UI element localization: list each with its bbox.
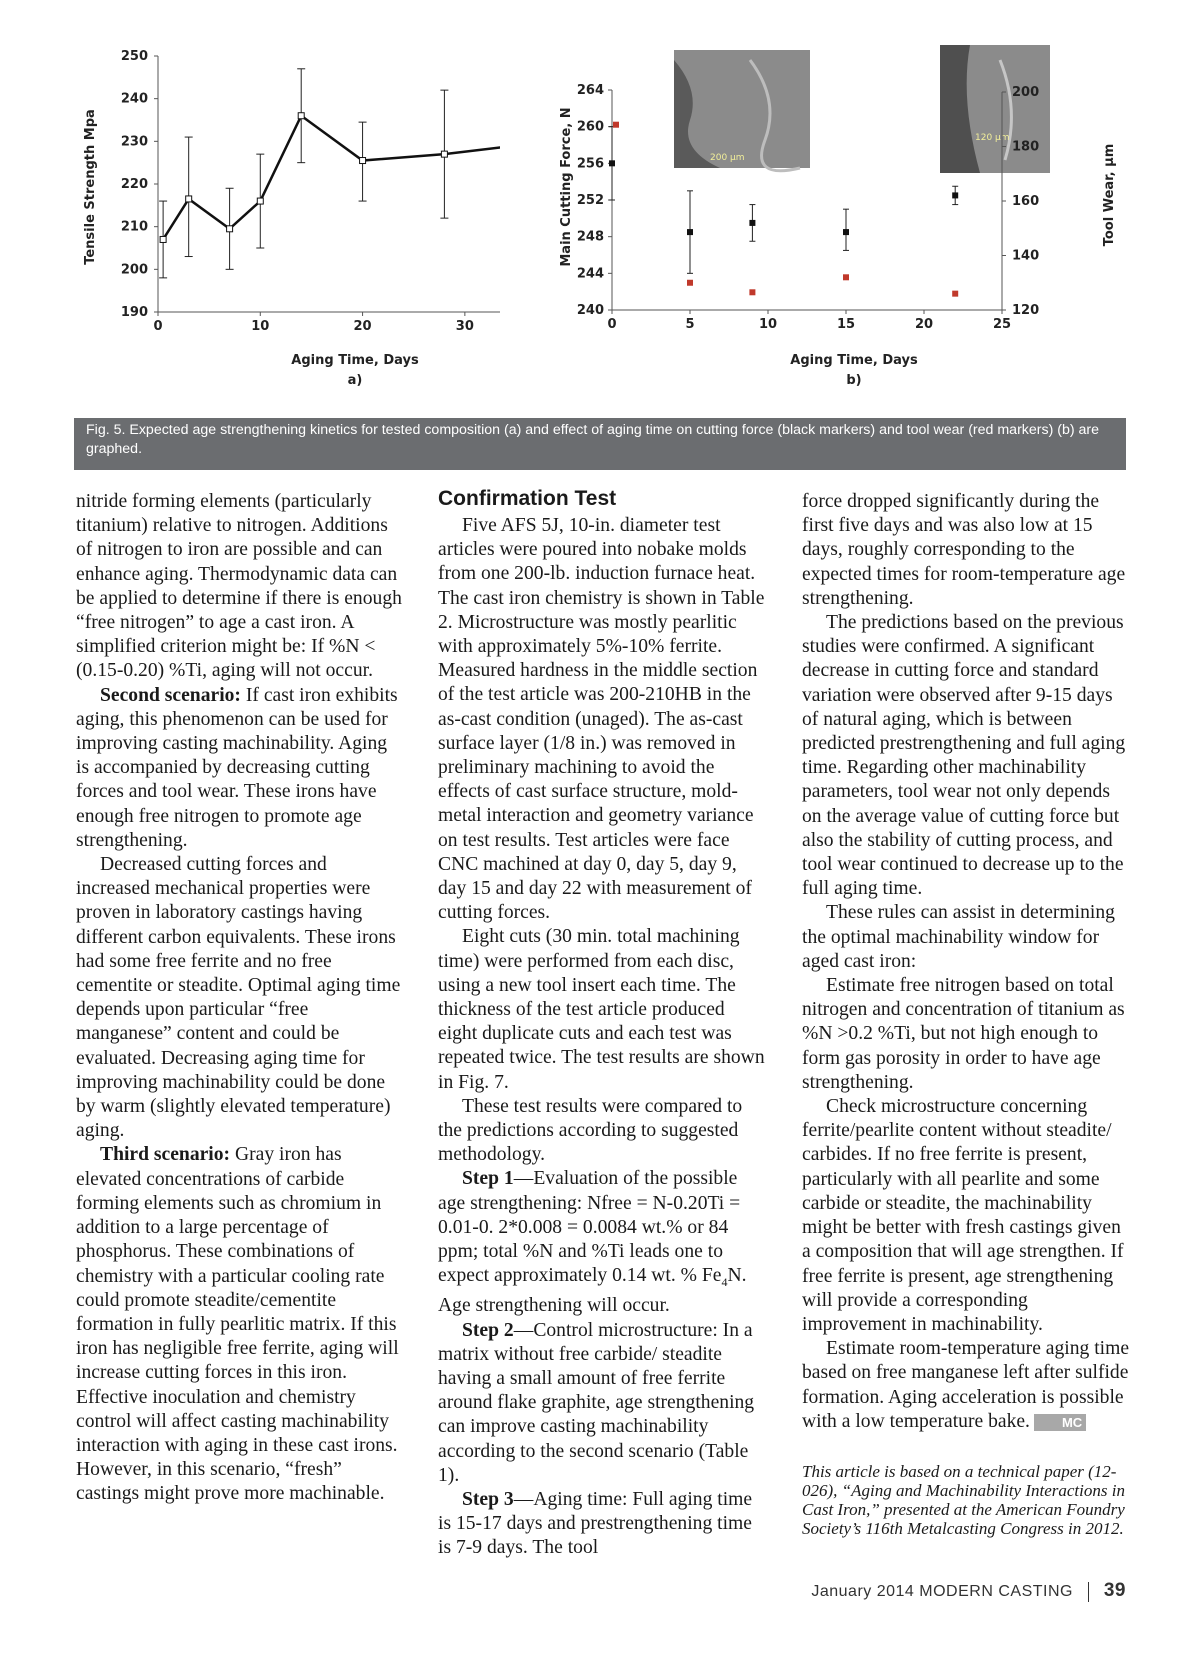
text-column-3 bbox=[802, 490, 1130, 1538]
series-line bbox=[163, 116, 500, 240]
chart-a-axes bbox=[154, 56, 500, 316]
x-tick-label: 0 bbox=[607, 317, 617, 332]
y-tick-label: 210 bbox=[120, 219, 148, 235]
chart-a-panel-label: a) bbox=[347, 373, 363, 388]
step-lead: Step 1 bbox=[462, 1168, 514, 1190]
tensile-strength-chart bbox=[60, 0, 500, 400]
x-tick-label: 10 bbox=[251, 319, 270, 334]
page-number: 39 bbox=[1103, 1580, 1126, 1601]
y-tick-label: 264 bbox=[576, 83, 604, 98]
paragraph bbox=[438, 1488, 766, 1561]
paragraph-text: Gray iron has elevated concentrations of carbide forming elements such as chromium in addition to a large percentage of phosphorus. These combinations of chemistry with a particular cooling rate could promote steadite/cementite formation in fully pearlitic matrix. If this iron has negligible free ferrite, aging will increase cutting forces in this iron. Effective inoculation and chemistry control will affect casting machinability interaction with aging in these cast irons. However, in this scenario, “fresh” castings might prove more machinable. bbox=[76, 1144, 399, 1505]
cutting-force-tool-wear-chart bbox=[550, 0, 1120, 400]
scenario-lead: Second scenario: bbox=[100, 684, 241, 706]
paragraph bbox=[76, 684, 404, 853]
step-lead: Step 3 bbox=[462, 1489, 514, 1511]
y2-tick-label: 200 bbox=[1012, 85, 1040, 100]
chart-b-xlabel: Aging Time, Days bbox=[790, 353, 918, 368]
y-tick-label: 220 bbox=[120, 177, 148, 192]
x-tick-label: 25 bbox=[992, 317, 1012, 332]
chart-a-series bbox=[159, 69, 500, 278]
chart-b-y2label: Tool Wear, µm bbox=[1102, 143, 1117, 247]
data-point bbox=[257, 198, 263, 204]
paragraph: Estimate free nitrogen based on total nitrogen and concentration of titanium as %N >0.2 %Ti, but not high enough to form gas porosity in order to have age strengthening. bbox=[802, 975, 1125, 1093]
tool-wear-point bbox=[952, 291, 958, 297]
x-tick-label: 0 bbox=[153, 319, 163, 334]
x-tick-label: 15 bbox=[836, 317, 856, 332]
y-tick-label: 240 bbox=[120, 91, 148, 107]
y2-tick-label: 140 bbox=[1012, 248, 1040, 264]
section-heading: Confirmation Test bbox=[438, 487, 617, 510]
cutting-force-point bbox=[843, 229, 849, 235]
paragraph: Check microstructure concerning ferrite/pearlite content without steadite/ carbides. If no free ferrite is present, particularly with all pearlite and some carbide or steadite, the machinability might be better with fresh castings given a composition that will age strengthen. If free ferrite is present, age strengthening will provide a corresponding improvement in machinability. bbox=[802, 1096, 1124, 1335]
mc-end-badge: MC bbox=[1034, 1414, 1086, 1431]
y-tick-label: 190 bbox=[120, 305, 148, 320]
x-tick-label: 20 bbox=[353, 319, 372, 334]
paragraph: Decreased cutting forces and increased mechanical properties were proven in laboratory castings having different carbon equivalents. These irons had some free ferrite and no free cementite or steadite. Optimal aging time depends upon particular “free manganese” content and could be evaluated. Decreasing aging time for improving machinability could be done by warm (slightly elevated temperature) aging. bbox=[76, 854, 401, 1142]
chart-a-xlabel: Aging Time, Days bbox=[291, 353, 419, 368]
x-tick-label: 30 bbox=[455, 319, 474, 334]
data-point bbox=[186, 196, 192, 202]
micrograph-inset-left bbox=[674, 50, 810, 171]
tool-wear-point bbox=[749, 289, 755, 295]
y-tick-label: 244 bbox=[576, 266, 604, 282]
data-point bbox=[360, 158, 366, 164]
x-tick-label: 20 bbox=[914, 317, 934, 332]
data-point bbox=[160, 236, 166, 242]
step-lead: Step 2 bbox=[462, 1319, 514, 1341]
y-tick-label: 240 bbox=[576, 303, 604, 318]
paragraph bbox=[438, 1319, 766, 1488]
tool-wear-point bbox=[687, 280, 693, 286]
text-column-2 bbox=[438, 487, 766, 1561]
chart-a-ylabel: Tensile Strength Mpa bbox=[83, 109, 98, 265]
paragraph-text: —Evaluation of the possible age strengthening: Nfree = N-0.20Ti = 0.01-0. 2*0.008 = 0.0084 wt.% or 84 ppm; total %N and %Ti leads one to expect approximately 0.14 wt. % Fe bbox=[438, 1168, 741, 1287]
data-point bbox=[298, 113, 304, 119]
inset-scale-label-left: 200 µm bbox=[710, 153, 745, 163]
footer-magazine: MODERN CASTING bbox=[919, 1583, 1073, 1600]
paragraph: force dropped significantly during the first five days and was also low at 15 days, roughly corresponding to the expected times for room-temperature age strengthening. bbox=[802, 491, 1126, 609]
paragraph bbox=[802, 1337, 1130, 1434]
source-note: This article is based on a technical paper (12-026), “Aging and Machinability Interactions in Cast Iron,” presented at the American Foundry Society’s 116th Metalcasting Congress in 2012. bbox=[802, 1461, 1125, 1538]
chart-b-panel-label: b) bbox=[846, 373, 862, 388]
chart-a-tick-labels bbox=[121, 49, 474, 334]
paragraph-text: —Aging time: Full aging time is 15-17 days and prestrengthening time is 7-9 days. The tool bbox=[438, 1489, 753, 1559]
x-tick-label: 5 bbox=[685, 317, 695, 332]
data-point bbox=[441, 151, 447, 157]
paragraph bbox=[76, 1143, 404, 1506]
cutting-force-point bbox=[952, 192, 958, 198]
y-tick-label: 250 bbox=[120, 49, 148, 64]
paragraph-text: N. Age strengthening will occur. bbox=[438, 1265, 747, 1317]
data-point bbox=[227, 226, 233, 232]
y-tick-label: 260 bbox=[576, 119, 604, 135]
tool-wear-point bbox=[613, 122, 619, 128]
paragraph-text: —Control microstructure: In a matrix without free carbide/ steadite having a small amount of free ferrite around flake graphite, age strengthening can improve casting machinability according to the second scenario (Table 1). bbox=[438, 1319, 755, 1486]
figure-caption: Fig. 5. Expected age strengthening kinetics for tested composition (a) and effect of aging time on cutting force (black markers) and tool wear (red markers) (b) are graphed. bbox=[74, 418, 1126, 470]
y2-tick-label: 160 bbox=[1012, 194, 1040, 209]
y-tick-label: 200 bbox=[120, 262, 148, 278]
paragraph-text: Estimate room-temperature aging time based on free manganese left after sulfide formation. Aging acceleration is possible with a low temperature bake. bbox=[802, 1338, 1130, 1432]
chart-b-ylabel: Main Cutting Force, N bbox=[559, 107, 574, 267]
cutting-force-point bbox=[609, 160, 615, 166]
x-tick-label: 10 bbox=[758, 317, 778, 332]
paragraph: Eight cuts (30 min. total machining time) were performed from each disc, using a new tool insert each time. The thickness of the test article produced eight duplicate cuts and each test was repeated twice. The test results are shown in Fig. 7. bbox=[438, 926, 765, 1093]
inset-scale-label-right: 120 µm bbox=[975, 133, 1010, 143]
paragraph: These rules can assist in determining the optimal machinability window for aged cast iron: bbox=[802, 902, 1115, 972]
chart-b-micrograph-insets bbox=[674, 45, 1050, 173]
paragraph: nitride forming elements (particularly titanium) relative to nitrogen. Additions of nitrogen to iron are possible and can enhance aging. Thermodynamic data can be applied to determine if there is enough “free nitrogen” to age a cast iron. A simplified criterion might be: If %N < (0.15-0.20) %Ti, aging will not occur. bbox=[76, 491, 402, 682]
paragraph bbox=[438, 1167, 766, 1318]
y-tick-label: 256 bbox=[576, 156, 604, 172]
y-tick-label: 248 bbox=[576, 229, 604, 245]
page-footer bbox=[811, 1580, 1126, 1602]
footer-divider bbox=[1088, 1582, 1089, 1602]
paragraph: The predictions based on the previous studies were confirmed. A significant decrease in cutting force and standard variation were observed after 9-15 days of natural aging, which is between predicted prestrengthening and full aging time. Regarding other machinability parameters, tool wear not only depends on the average value of cutting force but also the stability of cutting process, and tool wear continued to decrease up to the full aging time. bbox=[802, 612, 1126, 900]
y-tick-label: 252 bbox=[576, 193, 604, 208]
tool-wear-point bbox=[843, 274, 849, 280]
paragraph-text: If cast iron exhibits aging, this phenomenon can be used for improving casting machinability. Aging is accompanied by decreasing cutting forces and tool wear. These irons have enough free nitrogen to promote age strengthening. bbox=[76, 684, 398, 851]
text-column-1 bbox=[76, 490, 404, 1507]
y-tick-label: 230 bbox=[120, 134, 148, 150]
paragraph: These test results were compared to the predictions according to suggested methodology. bbox=[438, 1095, 743, 1166]
subscript: 4 bbox=[721, 1275, 728, 1290]
footer-issue: January 2014 bbox=[811, 1583, 915, 1600]
paragraph: Five AFS 5J, 10-in. diameter test articles were poured into nobake molds from one 200-lb. induction furnace heat. The cast iron chemistry is shown in Table 2. Microstructure was mostly pearlitic with approximately 5%-10% ferrite. Measured hardness in the middle section of the test article was 200-210HB in the as-cast condition (unaged). The as-cast surface layer (1/8 in.) was removed in preliminary machining to avoid the effects of cast surface structure, mold-metal interaction and geometry variance on test results. Test articles were face CNC machined at day 0, day 5, day 9, day 15 and day 22 with measurement of cutting forces. bbox=[438, 515, 765, 924]
cutting-force-point bbox=[687, 229, 693, 235]
cutting-force-point bbox=[749, 220, 755, 226]
y2-tick-label: 180 bbox=[1012, 139, 1040, 155]
scenario-lead: Third scenario: bbox=[100, 1144, 231, 1166]
y2-tick-label: 120 bbox=[1012, 303, 1040, 318]
